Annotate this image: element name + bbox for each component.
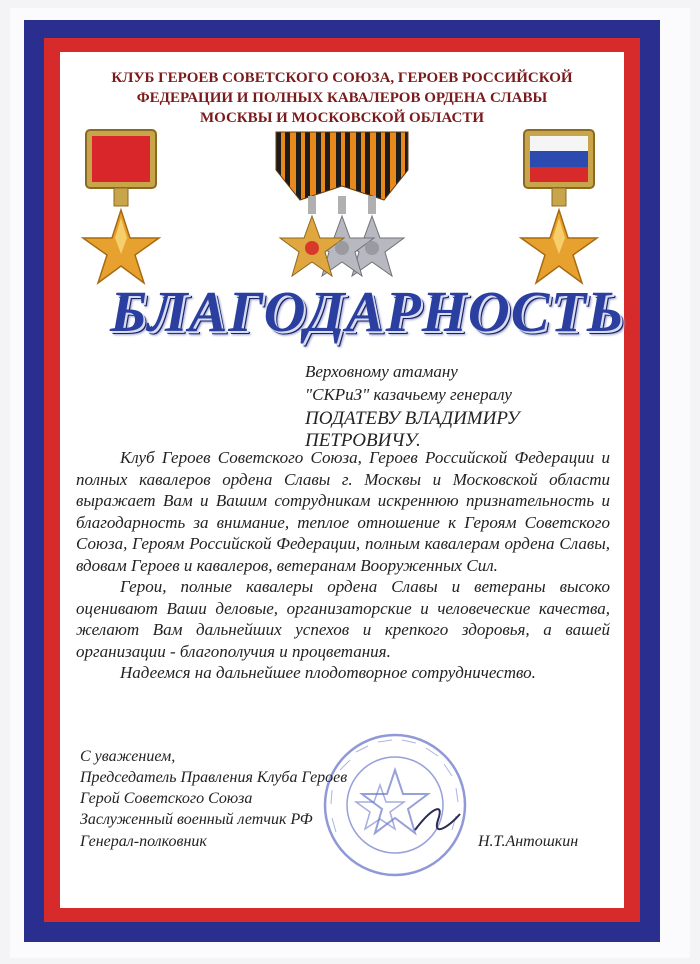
letter-body <box>76 447 610 684</box>
club-header <box>60 68 624 128</box>
signature-rank: Генерал-полковник <box>80 833 207 850</box>
order-of-glory-medals-icon <box>272 130 412 282</box>
hero-of-russia-medal-icon <box>518 126 600 286</box>
header-line-1: КЛУБ ГЕРОЕВ СОВЕТСКОГО СОЮЗА, ГЕРОЕВ РОССИЙСКОЙ <box>111 70 573 86</box>
addressee-name-line-2: ПЕТРОВИЧУ. <box>305 430 421 451</box>
certificate-title: БЛАГОДАРНОСТЬ <box>110 279 625 344</box>
hero-of-soviet-union-medal-icon <box>80 126 162 286</box>
body-paragraph-3: Надеемся на дальнейшее плодотворное сотрудничество. <box>120 663 536 682</box>
header-line-2: ФЕДЕРАЦИИ И ПОЛНЫХ КАВАЛЕРОВ ОРДЕНА СЛАВЫ <box>136 90 548 106</box>
signature-position: Председатель Правления Клуба Героев <box>80 769 348 786</box>
addressee-line-2: "СКРиЗ" казачьему генералу <box>305 385 512 404</box>
body-paragraph-2: Герои, полные кавалеры ордена Славы и ветераны высоко оценивают Ваши деловые, организаторские и человеческие качества, желают Вам дальнейших успехов и крепкого здоровья, а вашей организации - благополучия и процветания. <box>76 577 610 661</box>
body-paragraph-1: Клуб Героев Советского Союза, Героев Российской Федерации и полных кавалеров ордена Славы г. Москвы и Московской области выражает Вам и Вашим сотрудникам искреннюю признательность и благодарность за внимание, теплое отношение к Героям Советского Союза, Героям Российской Федерации, полным кавалерам ордена Славы, вдовам Героев и кавалеров, ветеранам Вооруженных Сил. <box>76 448 610 575</box>
signatory-name: Н.Т.Антошкин <box>478 833 579 850</box>
official-stamp-icon <box>320 730 470 880</box>
signature-greeting: С уважением, <box>80 748 176 765</box>
signature-title-1: Герой Советского Союза <box>80 790 253 807</box>
addressee-line-1: Верховному атаману <box>305 362 458 381</box>
addressee-name-line-1: ПОДАТЕВУ ВЛАДИМИРУ <box>305 408 520 429</box>
signature-title-2: Заслуженный военный летчик РФ <box>80 811 313 828</box>
header-line-3: МОСКВЫ И МОСКОВСКОЙ ОБЛАСТИ <box>199 110 485 126</box>
